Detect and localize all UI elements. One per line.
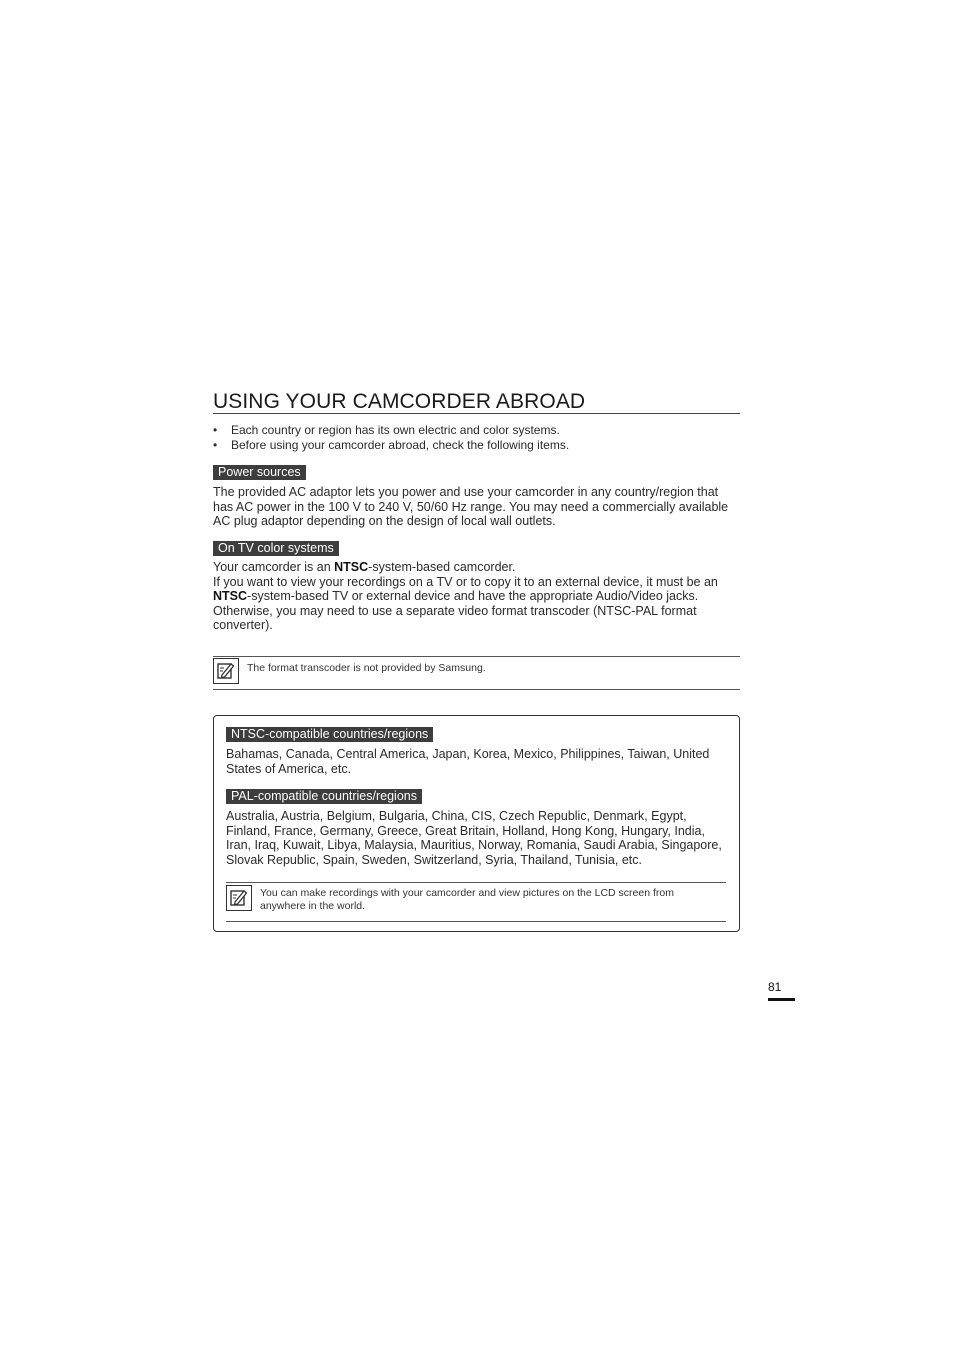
memo-pencil-icon [213,658,239,684]
bullet-item [213,438,740,453]
note-transcoder [213,656,740,690]
bullet-text: Each country or region has its own electric and color systems. [231,423,560,437]
power-sources-text: The provided AC adaptor lets you power and use your camcorder in any country/region that has AC power in the 100 V to 240 V, 50/60 Hz range. You may need a commercially available AC plug adaptor depending on the design of local wall outlets. [213,485,729,529]
pal-countries-text: Australia, Austria, Belgium, Bulgaria, China, CIS, Czech Republic, Denmark, Egypt, Finland, France, Germany, Greece, Great Britain, Holland, Hong Kong, Hungary, India, Iran, Iraq, Kuwait, Libya, Malaysia, Mauritius, Norway, Romania, Saudi Arabia, Singapore, Slovak Republic, Spain, Sweden, Switzerland, Syria, Thailand, Tunisia, etc. [226,809,722,867]
intro-bullet-list [213,423,740,452]
page-number: 81 [768,980,782,994]
page-title: USING YOUR CAMCORDER ABROAD [213,389,740,414]
tv-color-systems-text [213,560,740,633]
countries-box [213,715,740,932]
note-recordings-anywhere [226,882,726,922]
tv-color-systems-label: On TV color systems [213,541,339,556]
bullet-text: Before using your camcorder abroad, check the following items. [231,437,570,452]
tv-line-1: Your camcorder is an NTSC-system-based camcorder. [213,560,516,574]
ntsc-countries-text: Bahamas, Canada, Central America, Japan, Korea, Mexico, Philippines, Taiwan, United States of America, etc. [226,747,710,776]
bullet-dot: • [213,423,218,437]
pal-countries-label: PAL-compatible countries/regions [226,789,422,804]
page-number-underline [768,998,795,1001]
ntsc-emphasis: NTSC [213,589,248,604]
ntsc-emphasis: NTSC [334,560,369,574]
memo-pencil-icon [226,885,252,911]
bullet-dot: • [213,437,218,452]
bullet-item [213,423,740,438]
ntsc-countries-label: NTSC-compatible countries/regions [226,727,433,742]
note-text: The format transcoder is not provided by Samsung. [247,662,486,674]
note-text: You can make recordings with your camcorder and view pictures on the LCD screen from anywhere in the world. [260,887,674,912]
tv-line-2: If you want to view your recordings on a TV or to copy it to an external device, it must be an NTSC-system-based TV or external device and have the appropriate Audio/Video jacks. Otherwise, you may need to use a separate video format transcoder (NTSC-PAL format converter). [213,574,718,633]
power-sources-label: Power sources [213,465,306,480]
